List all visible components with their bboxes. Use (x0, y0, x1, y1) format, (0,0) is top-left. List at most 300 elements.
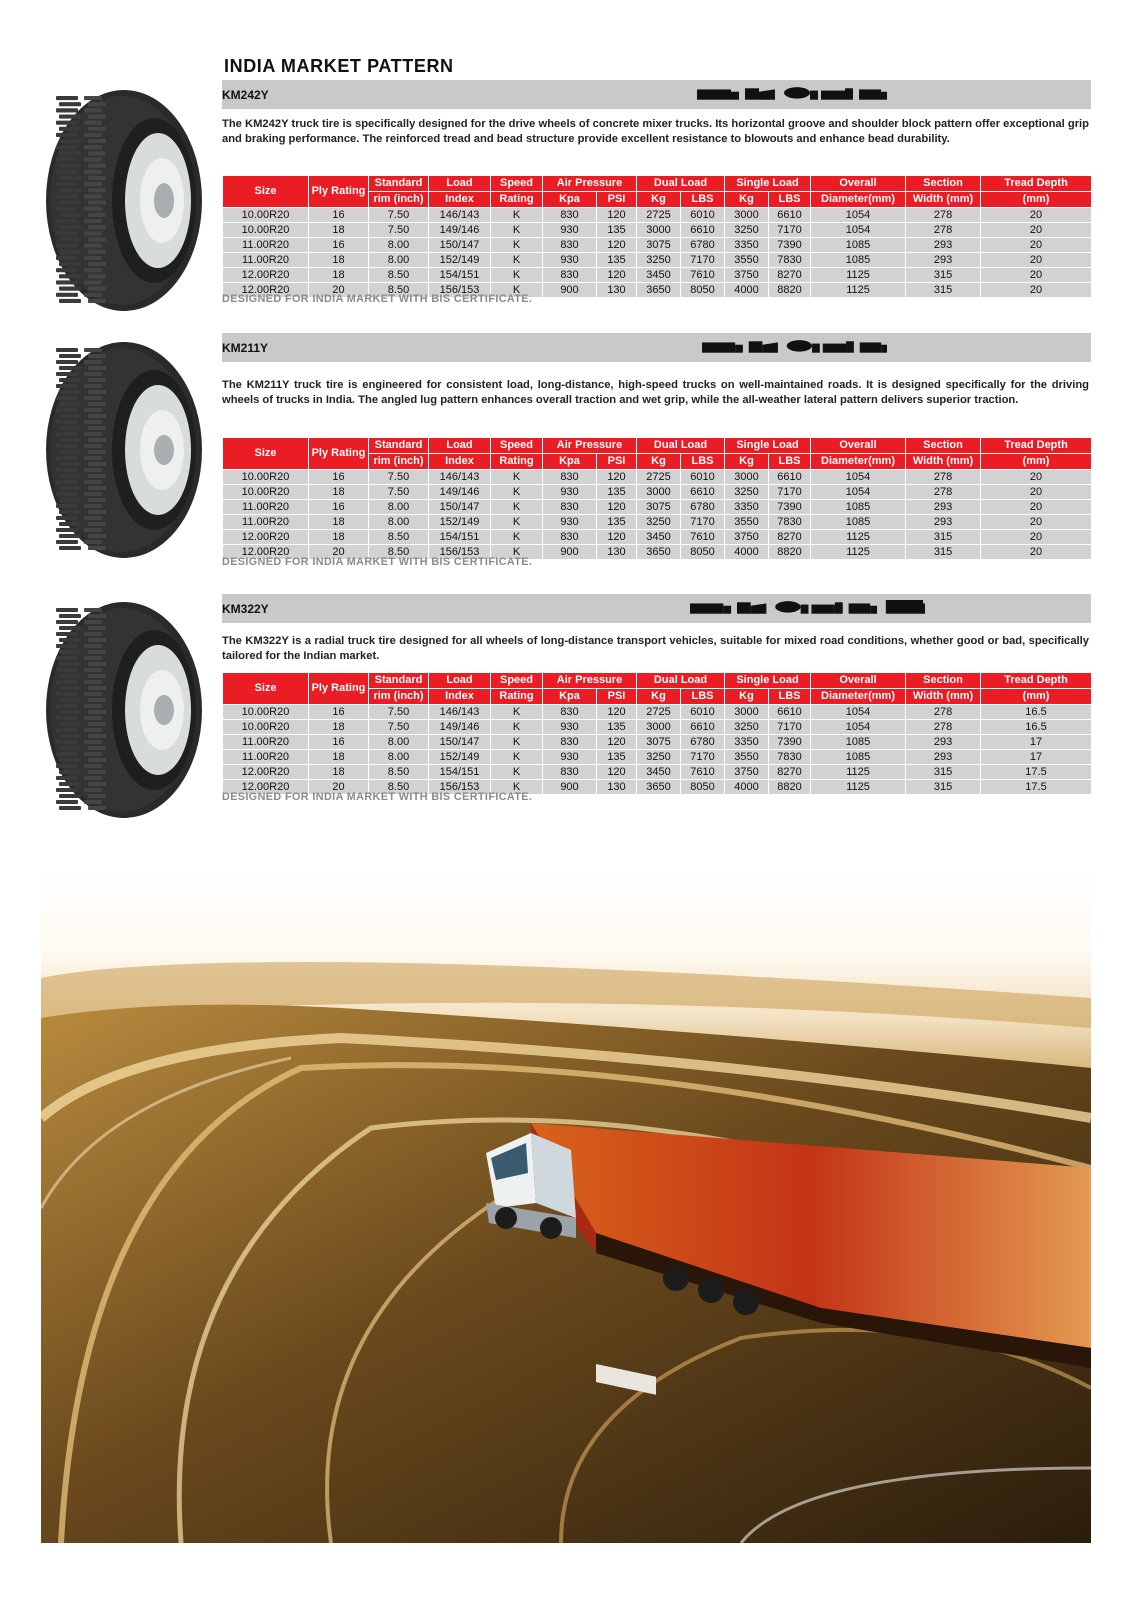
table-cell: 315 (906, 530, 981, 545)
table-cell: 3550 (725, 515, 769, 530)
table-cell: 3250 (637, 750, 681, 765)
table-cell: 16 (309, 735, 369, 750)
header-dual-lbs: LBS (681, 454, 725, 470)
table-cell: 6610 (769, 208, 811, 223)
table-cell: 830 (543, 208, 597, 223)
table-cell: 18 (309, 515, 369, 530)
table-cell: 8270 (769, 268, 811, 283)
table-cell: K (491, 208, 543, 223)
table-cell: 3750 (725, 268, 769, 283)
table-cell: 3075 (637, 735, 681, 750)
table-cell: 293 (906, 750, 981, 765)
table-cell: 135 (597, 485, 637, 500)
table-cell: 11.00R20 (223, 750, 309, 765)
spec-table (222, 437, 1092, 560)
table-cell: 315 (906, 268, 981, 283)
table-cell: 152/149 (429, 253, 491, 268)
truck-highway-photo (41, 868, 1091, 1543)
table-cell: 3250 (725, 720, 769, 735)
table-cell: 7610 (681, 765, 725, 780)
header-rim-unit: rim (inch) (369, 689, 429, 705)
table-cell: 20 (981, 208, 1092, 223)
table-cell: 1054 (811, 485, 906, 500)
table-cell: 7170 (769, 223, 811, 238)
header-speed-rating-sub: Rating (491, 689, 543, 705)
table-cell: 930 (543, 515, 597, 530)
header-dual-lbs: LBS (681, 689, 725, 705)
table-cell: 17.5 (981, 780, 1092, 795)
table-cell: 7830 (769, 515, 811, 530)
header-tread-unit: (mm) (981, 454, 1092, 470)
table-cell: 930 (543, 253, 597, 268)
table-cell: 20 (309, 283, 369, 298)
header-size: Size (223, 673, 309, 705)
table-cell: 7390 (769, 735, 811, 750)
table-cell: 1085 (811, 253, 906, 268)
table-cell: 1125 (811, 268, 906, 283)
table-cell: 2725 (637, 705, 681, 720)
table-row (223, 223, 1092, 238)
table-cell: 16 (309, 238, 369, 253)
model-name: KM242Y (222, 88, 269, 102)
header-load-index-sub: Index (429, 454, 491, 470)
table-cell: 135 (597, 253, 637, 268)
header-dual-load: Dual Load (637, 176, 725, 192)
table-cell: 10.00R20 (223, 720, 309, 735)
table-row (223, 720, 1092, 735)
table-row (223, 735, 1092, 750)
table-cell: 3450 (637, 530, 681, 545)
header-speed-rating: Speed (491, 438, 543, 454)
table-cell: 156/153 (429, 780, 491, 795)
table-cell: 20 (981, 515, 1092, 530)
table-cell: 3650 (637, 283, 681, 298)
header-ply-rating: Ply Rating (309, 176, 369, 208)
table-cell: 1125 (811, 765, 906, 780)
table-cell: 11.00R20 (223, 253, 309, 268)
table-row (223, 268, 1092, 283)
table-cell: 830 (543, 705, 597, 720)
tire-image (44, 88, 204, 313)
table-cell: 10.00R20 (223, 470, 309, 485)
table-row (223, 530, 1092, 545)
table-cell: 149/146 (429, 720, 491, 735)
header-single-lbs: LBS (769, 689, 811, 705)
truck-silhouette-icon (690, 600, 925, 616)
tire-image (44, 340, 204, 560)
table-cell: 6610 (681, 223, 725, 238)
table-cell: 278 (906, 223, 981, 238)
table-cell: 6010 (681, 470, 725, 485)
table-cell: 6610 (769, 470, 811, 485)
table-cell: K (491, 780, 543, 795)
table-cell: K (491, 530, 543, 545)
table-cell: 135 (597, 750, 637, 765)
header-load-index: Load (429, 176, 491, 192)
table-cell: 11.00R20 (223, 515, 309, 530)
header-dual-kg: Kg (637, 689, 681, 705)
table-cell: 8050 (681, 780, 725, 795)
table-cell: 120 (597, 500, 637, 515)
table-cell: 3075 (637, 238, 681, 253)
header-air-pressure: Air Pressure (543, 176, 637, 192)
table-cell: 146/143 (429, 470, 491, 485)
header-load-index: Load (429, 673, 491, 689)
table-cell: 8.50 (369, 283, 429, 298)
table-cell: 7.50 (369, 485, 429, 500)
table-cell: 4000 (725, 780, 769, 795)
table-cell: 8820 (769, 283, 811, 298)
header-psi: PSI (597, 689, 637, 705)
table-cell: 8.50 (369, 530, 429, 545)
table-cell: 4000 (725, 545, 769, 560)
header-width-unit: Width (mm) (906, 454, 981, 470)
table-cell: K (491, 485, 543, 500)
header-tread-unit: (mm) (981, 192, 1092, 208)
table-cell: 149/146 (429, 485, 491, 500)
table-cell: 18 (309, 485, 369, 500)
table-cell: 3350 (725, 735, 769, 750)
table-cell: 18 (309, 720, 369, 735)
table-cell: 8270 (769, 765, 811, 780)
table-cell: 1125 (811, 780, 906, 795)
table-cell: 16.5 (981, 705, 1092, 720)
table-cell: 7170 (681, 515, 725, 530)
header-diameter-unit: Diameter(mm) (811, 689, 906, 705)
header-overall-diameter: Overall (811, 176, 906, 192)
page-title: INDIA MARKET PATTERN (224, 56, 454, 76)
table-cell: 1054 (811, 705, 906, 720)
table-cell: 154/151 (429, 268, 491, 283)
table-cell: 154/151 (429, 530, 491, 545)
table-cell: 293 (906, 500, 981, 515)
table-cell: K (491, 470, 543, 485)
header-ply-rating: Ply Rating (309, 673, 369, 705)
header-size: Size (223, 176, 309, 208)
table-cell: K (491, 500, 543, 515)
table-cell: 930 (543, 750, 597, 765)
table-cell: 20 (981, 485, 1092, 500)
table-cell: 20 (981, 268, 1092, 283)
table-cell: 1085 (811, 500, 906, 515)
table-cell: 20 (981, 283, 1092, 298)
table-cell: 20 (981, 238, 1092, 253)
table-cell: K (491, 223, 543, 238)
table-cell: K (491, 283, 543, 298)
header-rim: Standard (369, 438, 429, 454)
header-tread-depth: Tread Depth (981, 176, 1092, 192)
table-cell: 3250 (725, 485, 769, 500)
table-cell: 1085 (811, 515, 906, 530)
table-cell: 7170 (769, 720, 811, 735)
table-cell: 120 (597, 705, 637, 720)
table-cell: 20 (981, 223, 1092, 238)
table-cell: 18 (309, 223, 369, 238)
table-cell: 8820 (769, 545, 811, 560)
header-rim-unit: rim (inch) (369, 454, 429, 470)
model-name: KM322Y (222, 602, 269, 616)
table-cell: 120 (597, 208, 637, 223)
table-cell: 149/146 (429, 223, 491, 238)
table-cell: 6010 (681, 208, 725, 223)
model-bar (222, 594, 1091, 623)
table-cell: 3750 (725, 530, 769, 545)
header-single-kg: Kg (725, 454, 769, 470)
model-bar (222, 333, 1091, 362)
table-cell: 150/147 (429, 238, 491, 253)
table-row (223, 515, 1092, 530)
table-cell: 3250 (637, 515, 681, 530)
table-cell: 12.00R20 (223, 283, 309, 298)
table-cell: 1125 (811, 283, 906, 298)
table-cell: 10.00R20 (223, 208, 309, 223)
table-cell: 7.50 (369, 705, 429, 720)
table-cell: 2725 (637, 470, 681, 485)
header-diameter-unit: Diameter(mm) (811, 192, 906, 208)
header-single-lbs: LBS (769, 192, 811, 208)
table-cell: 278 (906, 705, 981, 720)
table-cell: 3000 (725, 470, 769, 485)
table-cell: K (491, 705, 543, 720)
table-cell: 8.50 (369, 780, 429, 795)
header-air-pressure: Air Pressure (543, 673, 637, 689)
table-cell: K (491, 253, 543, 268)
table-cell: 154/151 (429, 765, 491, 780)
table-cell: 8050 (681, 283, 725, 298)
header-air-pressure: Air Pressure (543, 438, 637, 454)
table-cell: 315 (906, 545, 981, 560)
table-cell: 3550 (725, 253, 769, 268)
table-cell: 7170 (769, 485, 811, 500)
header-single-kg: Kg (725, 689, 769, 705)
table-cell: 8.00 (369, 735, 429, 750)
table-cell: 293 (906, 735, 981, 750)
header-single-load: Single Load (725, 673, 811, 689)
table-cell: 1054 (811, 470, 906, 485)
table-cell: 315 (906, 765, 981, 780)
table-cell: K (491, 545, 543, 560)
table-cell: 6610 (681, 485, 725, 500)
header-single-lbs: LBS (769, 454, 811, 470)
table-cell: 830 (543, 530, 597, 545)
header-dual-load: Dual Load (637, 673, 725, 689)
table-cell: 3350 (725, 500, 769, 515)
spec-table (222, 175, 1092, 298)
table-cell: 8.50 (369, 545, 429, 560)
table-cell: 11.00R20 (223, 238, 309, 253)
header-tread-unit: (mm) (981, 689, 1092, 705)
table-cell: 8.00 (369, 253, 429, 268)
table-cell: 12.00R20 (223, 765, 309, 780)
table-cell: 150/147 (429, 500, 491, 515)
model-name: KM211Y (222, 341, 269, 355)
table-cell: 7.50 (369, 223, 429, 238)
table-cell: 315 (906, 283, 981, 298)
table-cell: 16 (309, 500, 369, 515)
header-tread-depth: Tread Depth (981, 673, 1092, 689)
header-rim: Standard (369, 673, 429, 689)
table-cell: 3000 (725, 208, 769, 223)
table-cell: 20 (981, 500, 1092, 515)
table-cell: 7170 (681, 253, 725, 268)
table-cell: K (491, 238, 543, 253)
table-row (223, 765, 1092, 780)
table-cell: 150/147 (429, 735, 491, 750)
table-cell: 930 (543, 720, 597, 735)
table-cell: 830 (543, 735, 597, 750)
table-cell: 8820 (769, 780, 811, 795)
table-cell: 152/149 (429, 515, 491, 530)
table-cell: 135 (597, 515, 637, 530)
table-cell: 18 (309, 750, 369, 765)
table-cell: 130 (597, 780, 637, 795)
table-cell: 3250 (725, 223, 769, 238)
certificate-note: DESIGNED FOR INDIA MARKET WITH BIS CERTIFICATE. (222, 556, 533, 568)
header-overall-diameter: Overall (811, 673, 906, 689)
header-load-index-sub: Index (429, 192, 491, 208)
table-cell: 11.00R20 (223, 500, 309, 515)
header-kpa: Kpa (543, 689, 597, 705)
product-description: The KM242Y truck tire is specifically designed for the drive wheels of concrete mixer trucks. Its horizontal groove and shoulder block pattern offer exceptional grip and braking performance. The reinforced tread and bead structure provide excellent resistance to blowouts and enhance bead durability. (222, 118, 1089, 146)
table-cell: 7.50 (369, 470, 429, 485)
table-cell: 7830 (769, 750, 811, 765)
truck-silhouette-icon (702, 339, 887, 355)
table-cell: 10.00R20 (223, 223, 309, 238)
table-cell: 900 (543, 545, 597, 560)
table-cell: 7.50 (369, 208, 429, 223)
table-row (223, 485, 1092, 500)
table-cell: 8.00 (369, 238, 429, 253)
table-cell: 130 (597, 283, 637, 298)
table-row (223, 500, 1092, 515)
header-speed-rating-sub: Rating (491, 454, 543, 470)
table-cell: K (491, 735, 543, 750)
table-cell: 18 (309, 530, 369, 545)
table-cell: 7170 (681, 750, 725, 765)
table-cell: 146/143 (429, 705, 491, 720)
table-cell: 146/143 (429, 208, 491, 223)
table-cell: 18 (309, 765, 369, 780)
table-cell: 7830 (769, 253, 811, 268)
table-cell: 3650 (637, 545, 681, 560)
table-cell: 20 (309, 545, 369, 560)
table-cell: 16 (309, 208, 369, 223)
table-cell: 12.00R20 (223, 780, 309, 795)
header-diameter-unit: Diameter(mm) (811, 454, 906, 470)
table-cell: 930 (543, 485, 597, 500)
table-cell: 1054 (811, 223, 906, 238)
table-cell: 4000 (725, 283, 769, 298)
table-cell: 315 (906, 780, 981, 795)
table-cell: 6610 (681, 720, 725, 735)
header-kpa: Kpa (543, 192, 597, 208)
table-cell: 2725 (637, 208, 681, 223)
table-row (223, 253, 1092, 268)
table-cell: 12.00R20 (223, 268, 309, 283)
table-cell: 11.00R20 (223, 735, 309, 750)
table-cell: 830 (543, 470, 597, 485)
table-cell: 830 (543, 268, 597, 283)
table-cell: 3450 (637, 268, 681, 283)
table-cell: 12.00R20 (223, 530, 309, 545)
table-row (223, 705, 1092, 720)
table-cell: 3750 (725, 765, 769, 780)
table-cell: 6010 (681, 705, 725, 720)
header-rim-unit: rim (inch) (369, 192, 429, 208)
header-section-width: Section (906, 673, 981, 689)
table-cell: 8270 (769, 530, 811, 545)
table-cell: 3075 (637, 500, 681, 515)
table-cell: 8.50 (369, 765, 429, 780)
table-cell: 1085 (811, 238, 906, 253)
table-cell: 7610 (681, 268, 725, 283)
table-cell: 16.5 (981, 720, 1092, 735)
table-cell: 1085 (811, 735, 906, 750)
table-cell: 6780 (681, 238, 725, 253)
table-cell: 6780 (681, 500, 725, 515)
header-kpa: Kpa (543, 454, 597, 470)
truck-silhouette-icon (697, 86, 887, 102)
table-cell: K (491, 515, 543, 530)
table-cell: 293 (906, 253, 981, 268)
table-row (223, 750, 1092, 765)
table-cell: 8.00 (369, 750, 429, 765)
header-single-load: Single Load (725, 438, 811, 454)
table-cell: 135 (597, 720, 637, 735)
header-size: Size (223, 438, 309, 470)
table-cell: 293 (906, 515, 981, 530)
table-cell: 3000 (725, 705, 769, 720)
header-overall-diameter: Overall (811, 438, 906, 454)
table-cell: 278 (906, 485, 981, 500)
header-speed-rating-sub: Rating (491, 192, 543, 208)
header-psi: PSI (597, 454, 637, 470)
header-dual-kg: Kg (637, 454, 681, 470)
table-cell: 900 (543, 283, 597, 298)
header-section-width: Section (906, 176, 981, 192)
header-single-kg: Kg (725, 192, 769, 208)
table-cell: 830 (543, 238, 597, 253)
table-cell: 20 (981, 545, 1092, 560)
table-cell: 3550 (725, 750, 769, 765)
table-cell: 900 (543, 780, 597, 795)
table-cell: 830 (543, 765, 597, 780)
product-description: The KM211Y truck tire is engineered for consistent load, long-distance, high-speed trucks on well-maintained roads. It is designed specifically for the driving wheels of trucks in India. The angled lug pattern enhances overall traction and wet grip, while the all-weather lateral pattern delivers superior traction. (222, 379, 1089, 407)
table-cell: 278 (906, 208, 981, 223)
table-cell: 152/149 (429, 750, 491, 765)
table-cell: 156/153 (429, 283, 491, 298)
header-speed-rating: Speed (491, 673, 543, 689)
model-bar (222, 80, 1091, 109)
table-cell: 17.5 (981, 765, 1092, 780)
table-cell: 7390 (769, 500, 811, 515)
table-cell: 3650 (637, 780, 681, 795)
header-width-unit: Width (mm) (906, 689, 981, 705)
table-cell: 830 (543, 500, 597, 515)
table-cell: K (491, 765, 543, 780)
table-cell: 293 (906, 238, 981, 253)
table-cell: 120 (597, 268, 637, 283)
header-rim: Standard (369, 176, 429, 192)
table-cell: 130 (597, 545, 637, 560)
table-cell: 3000 (637, 720, 681, 735)
table-cell: K (491, 268, 543, 283)
table-cell: 6780 (681, 735, 725, 750)
table-cell: 3000 (637, 485, 681, 500)
table-cell: 278 (906, 720, 981, 735)
table-cell: 1125 (811, 545, 906, 560)
table-cell: 120 (597, 470, 637, 485)
